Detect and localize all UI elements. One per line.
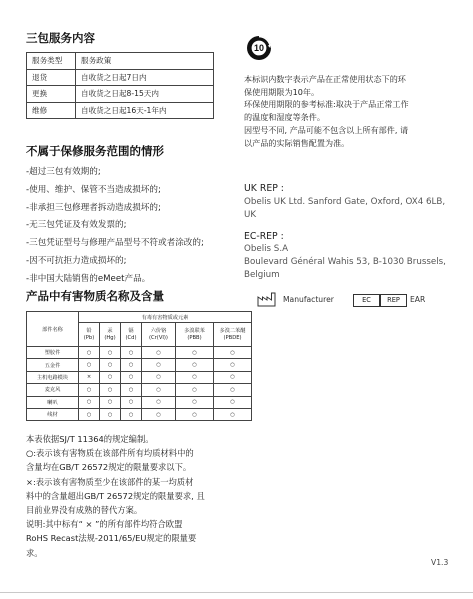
substance-mark: ○ xyxy=(79,408,100,420)
version-label: V1.3 xyxy=(431,558,449,567)
substance-mark: ○ xyxy=(142,384,176,396)
substance-mark: ○ xyxy=(79,384,100,396)
warranty-row-type: 更换 xyxy=(27,86,76,103)
note-line: ×:表示该有害物质至少在该部件的某一均质材 xyxy=(26,476,194,487)
part-header: 部件名称 xyxy=(27,312,79,347)
element-name: 多溴二苯醚 xyxy=(219,327,246,334)
substance-mark: ○ xyxy=(142,359,176,371)
ec-rep-line: Belgium xyxy=(244,269,280,280)
note-line: ○:表示该有害物质在该部件所有均质材料中的 xyxy=(26,448,194,459)
substance-mark: ○ xyxy=(176,371,214,383)
ec-rep-line: Obelis S.A xyxy=(244,244,289,254)
substance-row xyxy=(27,396,252,408)
element-symbol: (Hg) xyxy=(104,334,116,341)
bottom-divider xyxy=(0,592,473,593)
epup-line: 的温度和湿度等条件。 xyxy=(244,112,325,123)
substance-mark: ○ xyxy=(79,347,100,359)
substances-table xyxy=(26,311,252,421)
epup-line: 保使用期限为10年。 xyxy=(244,86,320,97)
epup-line: 环保使用期限的参考标准:取决于产品正常工作 xyxy=(244,99,409,110)
substance-mark: ○ xyxy=(214,371,252,383)
substance-mark: ○ xyxy=(100,371,121,383)
substance-notes xyxy=(26,432,231,560)
warranty-title: 三包服务内容 xyxy=(26,31,95,45)
ec-box: EC xyxy=(353,294,380,307)
exclusions-title: 不属于保修服务范围的情形 xyxy=(26,144,164,158)
uk-rep-label: UK REP : xyxy=(244,183,284,194)
substance-mark: ○ xyxy=(79,396,100,408)
warranty-header-type: 服务类型 xyxy=(27,53,76,70)
element-name: 六价铬 xyxy=(150,327,167,334)
element-symbol: (Pb) xyxy=(83,334,95,341)
substance-mark: × xyxy=(79,371,100,383)
substance-mark: ○ xyxy=(121,408,142,420)
substance-row xyxy=(27,384,252,396)
epup-line: 本标识内数字表示产品在正常使用状态下的环 xyxy=(244,74,406,84)
element-header xyxy=(79,323,100,347)
epup-description xyxy=(244,73,454,149)
substance-mark: ○ xyxy=(142,371,176,383)
note-line: 说明:其中标有“ × ”的所有部件均符合欧盟 xyxy=(26,519,183,530)
substance-mark: ○ xyxy=(214,396,252,408)
substance-mark: ○ xyxy=(121,359,142,371)
warranty-table xyxy=(26,52,214,119)
warranty-row-type: 维修 xyxy=(27,102,76,119)
note-line: 含量均在GB/T 26572规定的限量要求以下。 xyxy=(26,462,192,473)
substance-mark: ○ xyxy=(79,359,100,371)
substance-mark: ○ xyxy=(100,359,121,371)
warranty-header-policy: 服务政策 xyxy=(76,53,214,70)
note-line: 目前业界没有成熟的替代方案。 xyxy=(26,505,143,516)
element-header xyxy=(176,323,214,347)
substance-mark: ○ xyxy=(100,408,121,420)
epup-10-icon xyxy=(246,35,272,65)
exclusion-item: -无三包凭证及有效发票的; xyxy=(26,220,127,231)
substance-row xyxy=(27,371,252,383)
exclusion-item: -非承担三包修理者拆动造成损坏的; xyxy=(26,202,161,213)
element-header xyxy=(121,323,142,347)
epup-line: 以产品的实际销售配置为准。 xyxy=(244,137,350,148)
exclusion-item: -超过三包有效期的; xyxy=(26,167,101,177)
element-name: 汞 xyxy=(107,327,113,334)
element-header xyxy=(100,323,121,347)
exclusion-item: -三包凭证型号与修理产品型号不符或者涂改的; xyxy=(26,238,204,249)
warranty-header-row xyxy=(27,53,214,70)
substance-mark: ○ xyxy=(121,396,142,408)
substance-mark: ○ xyxy=(142,347,176,359)
substance-mark: ○ xyxy=(100,396,121,408)
warranty-row xyxy=(27,86,214,103)
exclusions-list xyxy=(26,164,204,289)
substance-mark: ○ xyxy=(142,396,176,408)
note-line: 求。 xyxy=(26,547,43,558)
substance-mark: ○ xyxy=(100,384,121,396)
exclusion-item: -非中国大陆销售的eMeet产品。 xyxy=(26,273,151,284)
substance-mark: ○ xyxy=(142,408,176,420)
exclusion-item: -因不可抗拒力造成损坏的; xyxy=(26,255,127,266)
element-header xyxy=(142,323,176,347)
ec-rep-line: Boulevard Général Wahis 53, B-1030 Brussels, xyxy=(244,256,446,267)
substance-mark: ○ xyxy=(214,408,252,420)
substance-mark: ○ xyxy=(214,347,252,359)
epup-line: 因型号不同, 产品可能不包含以上所有部件, 请 xyxy=(244,124,409,135)
uk-rep-address xyxy=(244,196,445,222)
substance-mark: ○ xyxy=(100,347,121,359)
substance-row xyxy=(27,347,252,359)
substance-mark: ○ xyxy=(176,408,214,420)
substance-mark: ○ xyxy=(176,359,214,371)
manufacturer-icon xyxy=(257,292,277,307)
warranty-row-policy: 自收货之日起7日内 xyxy=(76,69,214,86)
substance-part: 五金件 xyxy=(27,359,79,371)
substance-part: 麦克风 xyxy=(27,384,79,396)
substance-row xyxy=(27,359,252,371)
substance-mark: ○ xyxy=(176,384,214,396)
substance-mark: ○ xyxy=(121,384,142,396)
substance-part: 线材 xyxy=(27,408,79,420)
element-name: 多溴联苯 xyxy=(184,327,205,334)
substance-mark: ○ xyxy=(176,347,214,359)
note-line: 料中的含量超出GB/T 26572规定的限量要求, 且 xyxy=(26,490,205,501)
warranty-row-policy: 自收货之日起16天-1年内 xyxy=(76,102,214,119)
substances-title: 产品中有害物质名称及含量 xyxy=(26,289,164,303)
epup-10-icon-graphic xyxy=(246,35,272,61)
element-symbol: (PBB) xyxy=(187,334,202,341)
element-symbol: (Cd) xyxy=(125,334,137,341)
substance-part: 塑胶件 xyxy=(27,347,79,359)
element-header xyxy=(214,323,252,347)
warranty-row-type: 退货 xyxy=(27,69,76,86)
note-line: RoHS Recast法规-2011/65/EU规定的限量要 xyxy=(26,533,197,544)
ear-label: EAR xyxy=(410,295,426,304)
element-name: 镉 xyxy=(128,327,134,334)
exclusion-item: -使用、维护、保管不当造成损坏的; xyxy=(26,184,161,195)
ec-rep-label: EC-REP : xyxy=(244,231,284,242)
uk-rep-line: UK xyxy=(244,209,257,220)
substance-mark: ○ xyxy=(176,396,214,408)
element-symbol: (PBDE) xyxy=(223,334,242,341)
uk-rep-line: Obelis UK Ltd. Sanford Gate, Oxford, OX4 6LB, xyxy=(244,197,446,207)
substance-mark: ○ xyxy=(214,384,252,396)
epup-number: 10 xyxy=(253,43,265,54)
warranty-row xyxy=(27,69,214,86)
rep-box: REP xyxy=(380,294,407,307)
warranty-row xyxy=(27,102,214,119)
substance-part: 主机电路模块 xyxy=(27,371,79,383)
substance-mark: ○ xyxy=(214,359,252,371)
warranty-row-policy: 自收货之日起8-15天内 xyxy=(76,86,214,103)
element-symbol: (Cr(VI)) xyxy=(149,334,168,341)
manufacturer-label: Manufacturer xyxy=(283,295,334,304)
ec-rep-address xyxy=(244,243,446,281)
element-name: 铅 xyxy=(86,327,92,334)
substance-row xyxy=(27,408,252,420)
group-header: 有毒有害物质或元素 xyxy=(79,312,252,323)
substance-part: 喇叭 xyxy=(27,396,79,408)
note-line: 本表依据SJ/T 11364的规定编制。 xyxy=(26,434,154,444)
substance-mark: ○ xyxy=(121,347,142,359)
substance-mark: ○ xyxy=(121,371,142,383)
